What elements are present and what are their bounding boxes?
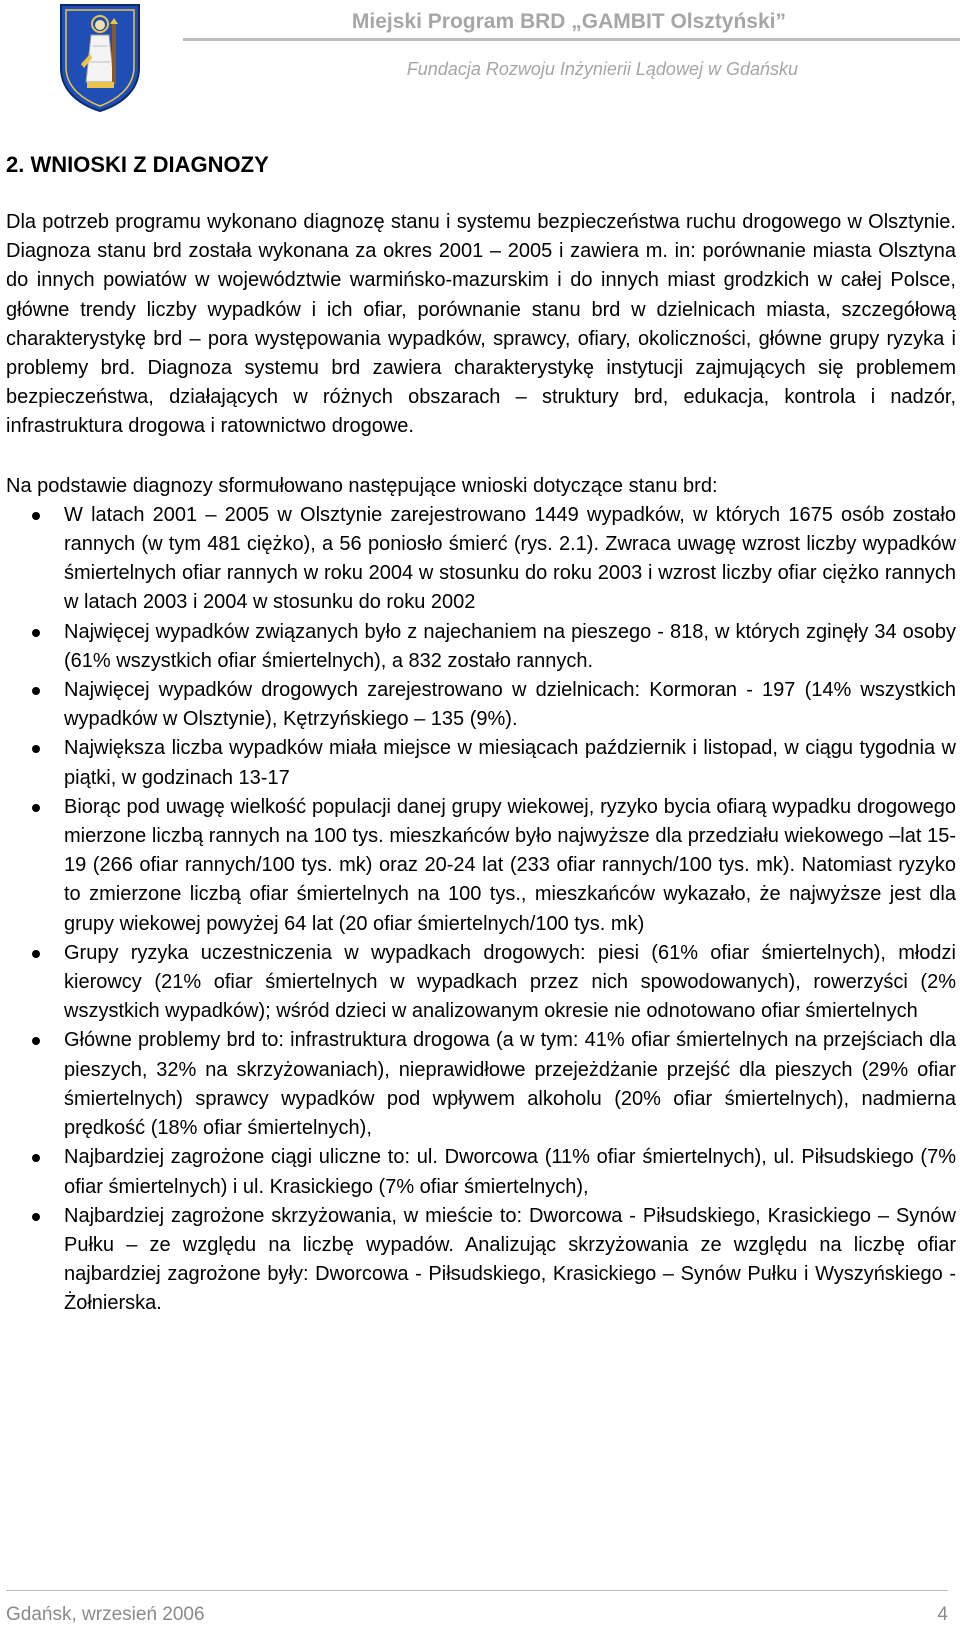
section-content — [6, 208, 956, 1319]
bullet-icon — [32, 804, 40, 812]
list-item — [6, 793, 956, 939]
list-item-text: Najbardziej zagrożone skrzyżowania, w mieście to: Dworcowa - Piłsudskiego, Krasickiego – Synów Pułku – ze względu na liczbę wypadów. Analizując skrzyżowania ze względu na liczbę ofiar najbardziej zagrożone były: Dworcowa - Piłsudskiego, Krasickiego – Synów Pułku i Wyszyńskiego - Żołnierska. — [64, 1204, 956, 1315]
list-item — [6, 734, 956, 792]
list-item — [6, 676, 956, 734]
header-divider — [183, 38, 960, 41]
bullet-icon — [32, 950, 40, 958]
list-item — [6, 1143, 956, 1201]
list-item — [6, 618, 956, 676]
intro-paragraph: Dla potrzeb programu wykonano diagnozę stanu i systemu bezpieczeństwa ruchu drogowego w Olsztynie. Diagnoza stanu brd została wykonana za okres 2001 – 2005 i zawiera m. in: porównanie miasta Olsztyna do innych powiatów w województwie warmińsko-mazurskim i do innych miast grodzkich w całej Polsce, główne trendy liczby wypadków i ich ofiar, porównanie stanu brd w dzielnicach miasta, szczegółową charakterystykę brd – pora występowania wypadków, sprawcy, ofiary, okoliczności, główne grupy ryzyka i problemy brd. Diagnoza systemu brd zawiera charakterystykę instytucji zajmujących się problemem bezpieczeństwa, działających w różnych obszarach – struktury brd, edukacja, kontrola i nadzór, infrastruktura drogowa i ratownictwo drogowe. — [6, 211, 956, 438]
footer-location-date: Gdańsk, wrzesień 2006 — [6, 1604, 205, 1625]
bullet-icon — [32, 687, 40, 695]
bullet-icon — [32, 1154, 40, 1162]
bullet-icon — [32, 1213, 40, 1221]
bullet-icon — [32, 512, 40, 520]
list-item-text: Najwięcej wypadków drogowych zarejestrowano w dzielnicach: Kormoran - 197 (14% wszystkich wypadków w Olsztynie), Kętrzyńskiego – 135 (9%). — [64, 679, 956, 731]
list-item-text: Główne problemy brd to: infrastruktura drogowa (a w tym: 41% ofiar śmiertelnych na przejściach dla pieszych, 32% na skrzyżowaniach), nieprawidłowe przejeżdżanie przejść dla pieszych (29% ofiar śmiertelnych) sprawcy wypadków pod wpływem alkoholu (20% ofiar śmiertelnych), nadmierna prędkość (18% ofiar śmiertelnych), — [64, 1029, 956, 1140]
footer-divider — [6, 1590, 948, 1592]
list-item — [6, 1026, 956, 1143]
list-item — [6, 939, 956, 1027]
program-title: Miejski Program BRD „GAMBIT Olsztyński” — [351, 10, 786, 33]
list-item-text: Największa liczba wypadków miała miejsce w miesiącach październik i listopad, w ciągu tygodnia w piątki, w godzinach 13-17 — [64, 737, 956, 789]
list-item-text: Biorąc pod uwagę wielkość populacji danej grupy wiekowej, ryzyko bycia ofiarą wypadku drogowego mierzone liczbą rannych na 100 tys. mieszkańców było najwyższe dla przedziału wiekowego –lat 15-19 (266 ofiar rannych/100 tys. mk) oraz 20-24 lat (233 ofiar rannych/100 tys. mk). Natomiast ryzyko to zmierzone liczbą ofiar śmiertelnych na 100 tys., mieszkańców wykazało, że najwyższe jest dla grupy wiekowej powyżej 64 lat (20 ofiar śmiertelnych/100 tys. mk) — [64, 795, 956, 935]
list-item-text: Najbardziej zagrożone ciągi uliczne to: ul. Dworcowa (11% ofiar śmiertelnych), ul. Piłsudskiego (7% ofiar śmiertelnych) i ul. Krasickiego (7% ofiar śmiertelnych), — [64, 1146, 956, 1198]
list-item-text: Najwięcej wypadków związanych było z najechaniem na pieszego - 818, w których zginęły 34 osoby (61% wszystkich ofiar śmiertelnych), a 832 zostało rannych. — [64, 620, 956, 672]
list-item-text: Grupy ryzyka uczestniczenia w wypadkach drogowych: piesi (61% ofiar śmiertelnych), młodzi kierowcy (21% ofiar śmiertelnych w wypadkach przez nich spowodowanych), rowerzyści (2% wszystkich wypadków); wśród dzieci w analizowanym okresie nie odnotowano ofiar śmiertelnych — [64, 941, 956, 1023]
list-item — [6, 501, 956, 618]
bullet-icon — [32, 629, 40, 637]
coat-of-arms-icon — [57, 2, 143, 113]
bullet-icon — [32, 745, 40, 753]
page-number: 4 — [937, 1604, 948, 1625]
bullet-icon — [32, 1037, 40, 1045]
list-item — [6, 1202, 956, 1319]
conclusions-list — [6, 501, 956, 1319]
list-item-text: W latach 2001 – 2005 w Olsztynie zarejestrowano 1449 wypadków, w których 1675 osób zostało rannych (w tym 481 ciężko), a 56 poniosło śmierć (rys. 2.1). Zwraca uwagę wzrost liczby wypadków śmiertelnych ofiar rannych w roku 2004 w stosunku do roku 2003 i wzrost liczby ofiar ciężko rannych w latach 2003 i 2004 w stosunku do roku 2002 — [64, 503, 956, 614]
list-intro: Na podstawie diagnozy sformułowano następujące wnioski dotyczące stanu brd: — [6, 474, 718, 497]
organization-name: Fundacja Rozwoju Inżynierii Lądowej w Gdańsku — [406, 59, 798, 79]
section-heading: 2. WNIOSKI Z DIAGNOZY — [6, 152, 269, 177]
